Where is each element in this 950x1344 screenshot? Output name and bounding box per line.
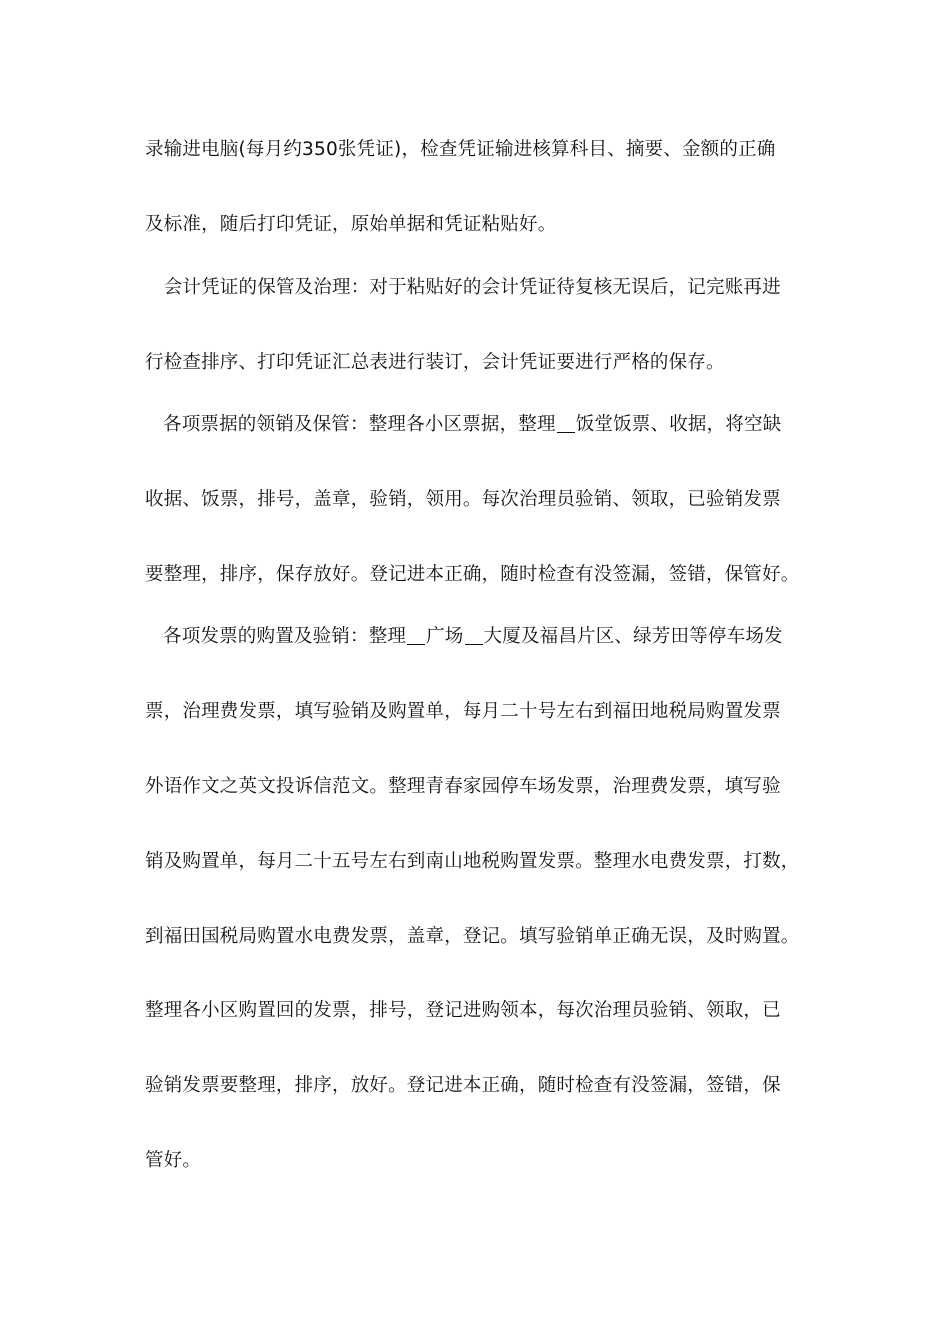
text-line: 及标准，随后打印凭证，原始单据和凭证粘贴好。 <box>145 214 557 235</box>
text-line: 收据、饭票，排号，盖章，验销，领用。每次治理员验销、领取，已验销发票 <box>145 489 781 510</box>
text-line: 销及购置单，每月二十五号左右到南山地税购置发票。整理水电费发票，打数， <box>145 851 800 872</box>
text-line: 管好。 <box>145 1150 202 1171</box>
text-line <box>145 625 828 649</box>
text-line <box>145 413 828 437</box>
text-line: 会计凭证的保管及治理：对于粘贴好的会计凭证待复核无误后，记完账再进 <box>145 277 781 298</box>
text-line: 录输进电脑(每月约350张凭证)，检查凭证输进核算科目、摘要、金额的正确 <box>145 139 776 160</box>
text-line: 整理各小区购置回的发票，排号，登记进购领本，每次治理员验销、领取，已 <box>145 1000 781 1021</box>
text-line: 验销发票要整理，排序，放好。登记进本正确，随时检查有没签漏，签错，保 <box>145 1075 781 1096</box>
text-segment: 各项发票的购置及验销：整理 <box>163 626 407 647</box>
text-line: 票，治理费发票，填写验销及购置单，每月二十号左右到福田地税局购置发票 <box>145 701 781 722</box>
text-line: 外语作文之英文投诉信范文。整理青春家园停车场发票，治理费发票，填写验 <box>145 776 781 797</box>
text-line: 要整理，排序，保存放好。登记进本正确，随时检查有没签漏，签错，保管好。 <box>145 564 800 585</box>
text-line: 到福田国税局购置水电费发票，盖章，登记。填写验销单正确无误，及时购置。 <box>145 926 800 947</box>
blank-underline <box>557 414 575 434</box>
text-segment: 饭堂饭票、收据，将空缺 <box>575 414 782 435</box>
text-segment: 大厦及福昌片区、绿芳田等停车场发 <box>483 626 783 647</box>
text-line: 行检查排序、打印凭证汇总表进行装订，会计凭证要进行严格的保存。 <box>145 352 725 373</box>
blank-underline <box>407 626 425 646</box>
blank-underline <box>465 626 483 646</box>
text-segment: 广场 <box>426 626 464 647</box>
text-segment: 各项票据的领销及保管：整理各小区票据，整理 <box>163 414 556 435</box>
